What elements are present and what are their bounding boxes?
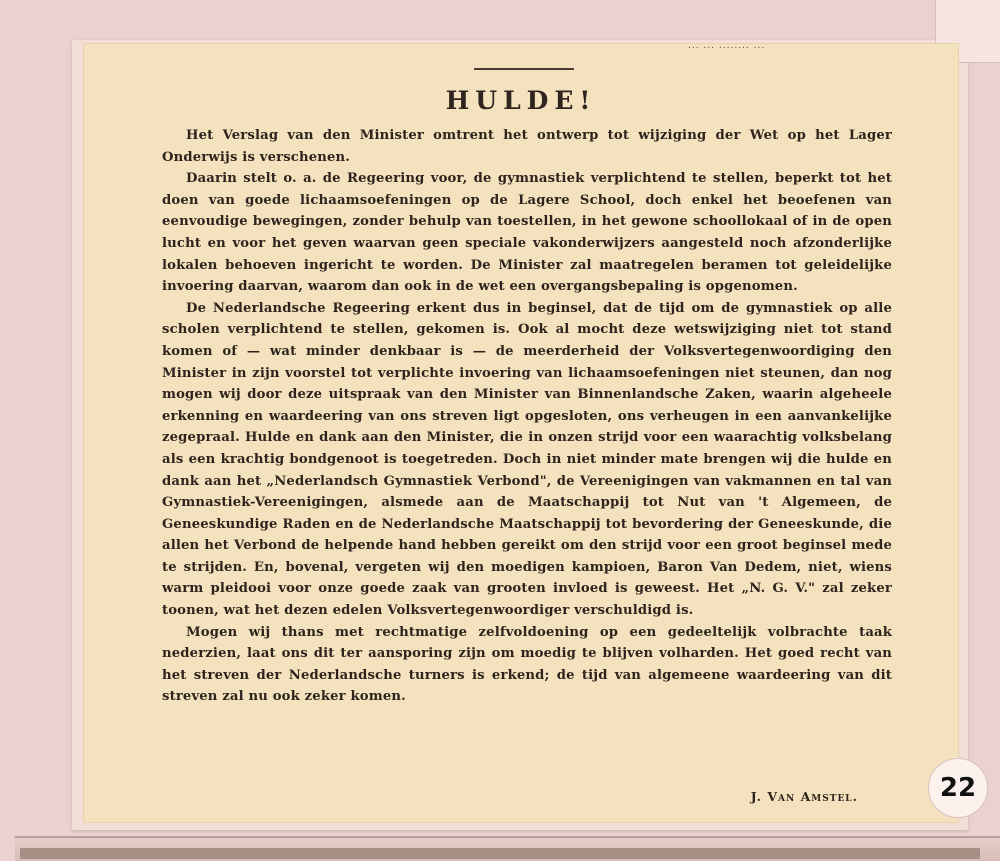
author-signature: J. Van Amstel. — [750, 789, 858, 804]
paragraph-4: Mogen wij thans met rechtmatige zelfvoldoening op een gedeeltelijk volbrachte taak nederzien, laat ons dit ter aansporing zijn om moedig te blijven volharden. Het goed recht van het streven der Nederlandsche turners is erkend; de tijd van algemeene waardeering van dit streven zal nu ook zeker komen. — [162, 624, 892, 705]
paragraph-2: Daarin stelt o. a. de Regeering voor, de gymnastiek verplichtend te stellen, beperkt tot het doen van goede lichaamsoefeningen op de Lagere School, doch enkel het beoefenen van eenvoudige bewegingen, zonder behulp van toestellen, in het gewone schoollokaal of in de open lucht en voor het geven waarvan geen speciale vakonderwijzers aangesteld noch afzonderlijke lokalen behoeven ingericht te worden. De Minister zal maatregelen beramen tot geleidelijke invoering daarvan, waarom dan ook in de wet een overgangsbepaling is opgenomen. — [162, 171, 892, 295]
newspaper-clipping — [84, 44, 958, 822]
cut-off-header-text: ... ... ........ ... — [688, 44, 766, 49]
paragraph-1: Het Verslag van den Minister omtrent het ontwerp tot wijziging der Wet op het Lager Onderwijs is verschenen. — [162, 128, 892, 165]
page-number-badge: 22 — [928, 758, 988, 818]
title-rule — [474, 68, 574, 70]
adjacent-clipping-print — [20, 848, 980, 859]
article-body — [162, 125, 892, 708]
article-title: HULDE! — [445, 86, 597, 115]
paragraph-3: De Nederlandsche Regeering erkent dus in beginsel, dat de tijd om de gymnastiek op alle scholen verplichtend te stellen, gekomen is. Ook al mocht deze wetswijziging niet tot stand komen of — wat minder denkbaar is — de meerderheid der Volksvertegenwoordiging den Minister in zijn voorstel tot verplichte invoering van lichaamsoefeningen niet steunen, dan nog mogen wij door deze uitspraak van den Minister van Binnenlandsche Zaken, waarin algeheele erkenning en waardeering van ons streven ligt opgesloten, ons verheugen in een aanvankelijke zegepraal. Hulde en dank aan den Minister, die in onzen strijd voor een waarachtig volksbelang als een krachtig bondgenoot is toegetreden. Doch in niet minder mate brengen wij die hulde en dank aan het „Nederlandsch Gymnastiek Verbond", de Vereenigingen van vakmannen en tal van Gymnastiek-Vereenigingen, alsmede aan de Maatschappij tot Nut van 't Algemeen, de Geneeskundige Raden en de Nederlandsche Maatschappij tot bevordering der Geneeskunde, die allen het Verbond de helpende hand hebben gereikt om den strijd voor een groot beginsel mede te strijden. En, bovenal, vergeten wij den moedigen kampioen, Baron Van Dedem, niet, wiens warm pleidooi voor onze goede zaak van grooten invloed is geweest. Het „N. G. V." zal zeker toonen, wat het dezen edelen Volksvertegenwoordiger verschuldigd is. — [162, 300, 892, 619]
